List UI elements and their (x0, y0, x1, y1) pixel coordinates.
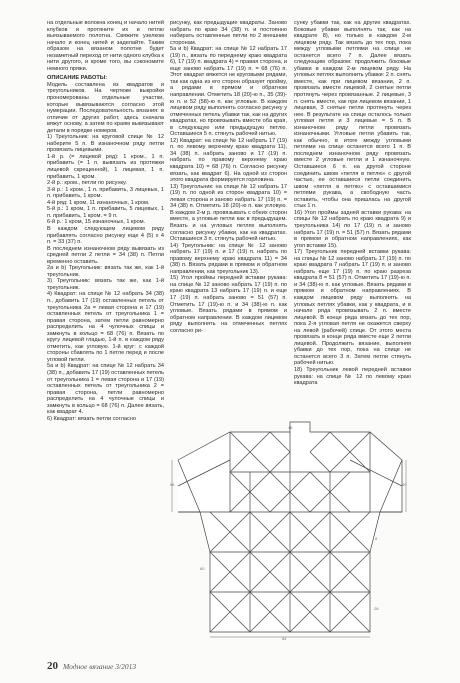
paragraph: 6-й р.: 1 кром, 15 изнаночных, 1 кром. (47, 219, 146, 226)
dimension-label: 40 (402, 482, 407, 487)
paragraph: 5-й р.: 1 кром, 1 п. прибавить, 5 лицевых, 1 п. прибавить, 1 кром. = 9 п. (47, 206, 164, 219)
paragraph: 14) Треугольник: на спице № 12 заново набрать 17 (19) п. и 17 (19) п. набрать по правому верхнему краю квадрата 11) = 34 (38) п. Вязать рядами в прямом и обратном направлении, как треугольник 13). (170, 242, 287, 275)
text-column-middle (170, 20, 287, 334)
page-footer (47, 660, 417, 674)
text-column-right (294, 20, 411, 387)
paragraph: В каждом следующем лицевом ряду прибавлять согласно рисунку еще 4 (5) х 4 п. = 33 (37) п. (47, 225, 164, 246)
dimension-label: 60 (200, 566, 205, 571)
paragraph: 18) Треугольник левой передней вставки рукава: на спице № 12 по левому краю квадрата (294, 366, 411, 387)
dimension-label: 28 (374, 606, 379, 611)
paragraph: 3) Треугольник: вязать так же, как 1-й треугольник. (47, 278, 164, 291)
paragraph: 13) Треугольник: на спице № 12 набрать 17 (19) п. по одной из сторон квадрата 10) = левая сторона и заново набрать 17 (19) п. = 34 (38) п. Отметить 18 (20)-ю п. как угловую. В каждом 2-м р. провязывать с обеих сторон вместе, а угловые петли как в предыдущем. Вязать и на угловых петлях выполнять согласно рисунку убавки, как на квадратах. Оставшиеся 3 п. стянуть рабочей нитью. (170, 183, 287, 243)
paragraph: на отдельные волокна конец и начало нитей клубков и протяните их и петлю выязываемого полотна. Свяжите узелком начало и конец нитей и заделайте. Таким образом на вязаном полотне будет незаметный переход от нити одного клубка к нити другого, и кроме того, вы сэкономите немного пряжи. (47, 20, 164, 72)
magazine-title: Модное вязание 3/2013 (63, 662, 137, 671)
dimension-label: 64 (282, 636, 287, 641)
dimension-label: 16 (288, 425, 293, 430)
dimension-label: 56 (170, 482, 175, 487)
paragraph: 4) Квадрат: на спице № 12 набрать 34 (38) п., добавить 17 (19) оставленных петель от треугольника 2a = левая сторона и 17 (19) оставленных петель от треугольника 1 = правая сторона, затем петли равномерно распределить на 4 чулочных спицы и замкнуть в кольцо = 68 (76) п. Вязать по кругу лицевой гладью, 1-й п. в каждом ряду отметить, как угловую. 1-й круг: с каждой стороны сбавлять по 1 петле перед и после угловой петли. (47, 291, 164, 363)
paragraph: 16) Угол проймы задней вставки рукава: на спицы № 12 набрать по краю квадрата 9) и треугольника 14) по 17 (19) п. и заново набрать 17 (19) п. = 51 (57) п. Вязать рядами в прямом и обратном направлениях, как угол вставки 15). (294, 209, 411, 249)
paragraph: 2a и b) Треугольник: вязать так же, как 1-й треугольник. (47, 265, 164, 278)
paragraph: 3-й р.: 1 кром., 1 п. прибавить, 3 лицевых, 1 п. прибавить, 1 кром. (47, 186, 164, 200)
paragraph: сунку убавки так, как на других квадратах. Боковые убавки выполнять так, как на квадрате 8), но только в каждом 2-м лицевом ряду. Так вязать до тех пор, пока между угловыми петлями на спице не останется всего 7 п. Далее вязать следующим образом: продолжить боковые убавки в каждом 2-м лицевом ряду. На угловых петлях выполнить убавки: 2 п. снять вместе, как при лицевом вязании, 2 п. провязать вместе лицевой, 2 снятые петли протянуть через провязанные. 2 лицевые, 3 п. снять вместе, как при лицевом вязании, 1 лицевая, 3 снятые петли протянуть через нее. В результате на спице осталось только угловая петля и 3 лицевые = 5 п. В изнаночном ряду петли провязать изнаночными. Угловые петли убавить так, как обычно, в итоге между угловыми петлями на спице останется всего 1 п. В последнем изнаночном ряду провязать вместе 2 угловые петли и 1 изнаночную. Оставшиеся 6 п. на другой стороне соединить швом «петля в петлю» с другой частью, ее оставшиеся петли соединить швом «петля в петлю» с оставшимися петлями рукава, а свободную часть оставить, чтобы она пришлась на другой стык 1 п. (294, 20, 411, 210)
paragraph: 5a и b) Квадрат: на спице № 12 набрать 34 (38) п., добавить 17 (19) оставленных петель от треугольника 1 = левая сторона и 17 (19) оставленных петель от треугольника 2 = правая сторона, петли равномерно распределить на 4 чулочные спицы и замкнуть в кольцо = 68 (76) п. Далее вязать, как квадрат 4. (47, 363, 165, 416)
page-number: 20 (47, 660, 58, 672)
paragraph: 15) Угол проймы передней вставки рукава: на спице № 12 заново набрать 17 (19) п. по краю квадрата 13 набрать 17 (19) п. и еще 17 (19) п. набрать заново = 51 (57) п. Отметить 17 (19)-ю п. и 34 (38)-ю п. как угловые. Вязать рядами в прямом и обратном направлении. В каждом лицевом ряду выполнять на отмеченных петлях согласно ри- (170, 275, 287, 334)
section-heading: ОПИСАНИЕ РАБОТЫ: (47, 75, 108, 82)
dimension-label: 8 (375, 536, 378, 541)
paragraph: 5a и b) Квадрат: на спице № 12 набрать 17 (19) п., вязать по переднему краю квадрата 6), 17 (19) п. квадрата 4) = правая сторона, и еще заново набрать 17 (19) п. = 68 (76) п. Этот квадрат вяжется не круговыми рядами, так как одна из его сторон образует пройму, а рядами в прямом и обратном направлении. Отметить 18 (20)-ю п., 35 (39)-ю п. и 52 (58)-ю п. как угловые. В каждом лицевом ряду выполнять согласно рисунку у отмеченных петель убавки так, как на других квадратах, но провязывать вместе оба края, в следующую или предыдущую петлю. Оставшиеся 5 п. стянуть рабочей нитью. (170, 46, 287, 138)
paragraph: 1) Треугольник: на круговой спице № 12 наберите 5 п. В изнаночном ряду петли провязать лицевыми. (47, 134, 164, 154)
text-column-left (47, 20, 164, 422)
paragraph: рисунку, как предыдущие квадраты. Заново набрать по краю 34 (38) п. и постоянно набирать оставленные петли по 2 внешним сторонам. (170, 20, 287, 46)
paragraph: 12) Квадрат: на спице № 12 набрать 17 (19) п. по левому верхнему краю квадрата 11), 34 (38) п. набрать заново и 17 (19) п. набрать по правому верхнему краю квадрата 10) = 68 (76) п. Согласно рисунку вязать, как квадрат 6). На одной из сторон этого квадрата формируется горловина. (170, 137, 287, 184)
paragraph: 4-й ряд: 1 кром, 11 изнаночных, 1 кром. (47, 199, 150, 206)
paragraph: В последнем изнаночном ряду вывязать из средней петли 2 петли = 34 (38) п. Петли временно оставить. (47, 245, 164, 265)
pattern-schematic (170, 420, 411, 641)
paragraph: 1-й р. (= лицевой ряд): 1 кром., 1 п. прибавить (= 1 п. вывязать из протяжки лицевой скрещенной), 1 лицевая, 1 п. прибавить, 1 кром. (47, 153, 164, 180)
paragraph: 6) Квадрат: вязать петли согласно (47, 415, 136, 422)
paragraph: 2-й р.: кром., петли по рисунку. (47, 180, 127, 187)
paragraph: 17) Треугольник передней вставки рукава: на спицы № 12 заново набрать 17 (19) п. по краю квадрата 7 набрать 17 (19) п. и заново набрать еще 17 (19) п. по краю разреза квадрата 8 = 51 (57) п. Отметить 17 (19)-ю п. и 34 (38)-ю п. как угловые. Вязать рядами в прямом и обратном направлениях. В каждом лицевом ряду выполнять на угловых петлях убавки, как у квадрата, и в начале ряда провязывать 2 п. вместе лицевой. В конце ряда вязать до тех пор, пока 2-я угловая петля не окажется сверху на левой (рабочей) спице. От этого места провязать в конце ряда вместе еще 2 петли лицевой. Продолжить вязание, выполняя убавки до тех пор, пока на спице не останется всего 3 п. Затем петли стянуть рабочей нитью. (294, 249, 411, 367)
paragraph: Модель составлена из квадратов и треугольников. На чертеже выкройки прономерованы отдельные участки, которые вывязываются согласно этой нумерации. Последовательность вязания: в отличие от других работ, здесь сначала вяжут основу, а затем по краям вывязывают детали в порядке номеров. (47, 81, 164, 134)
